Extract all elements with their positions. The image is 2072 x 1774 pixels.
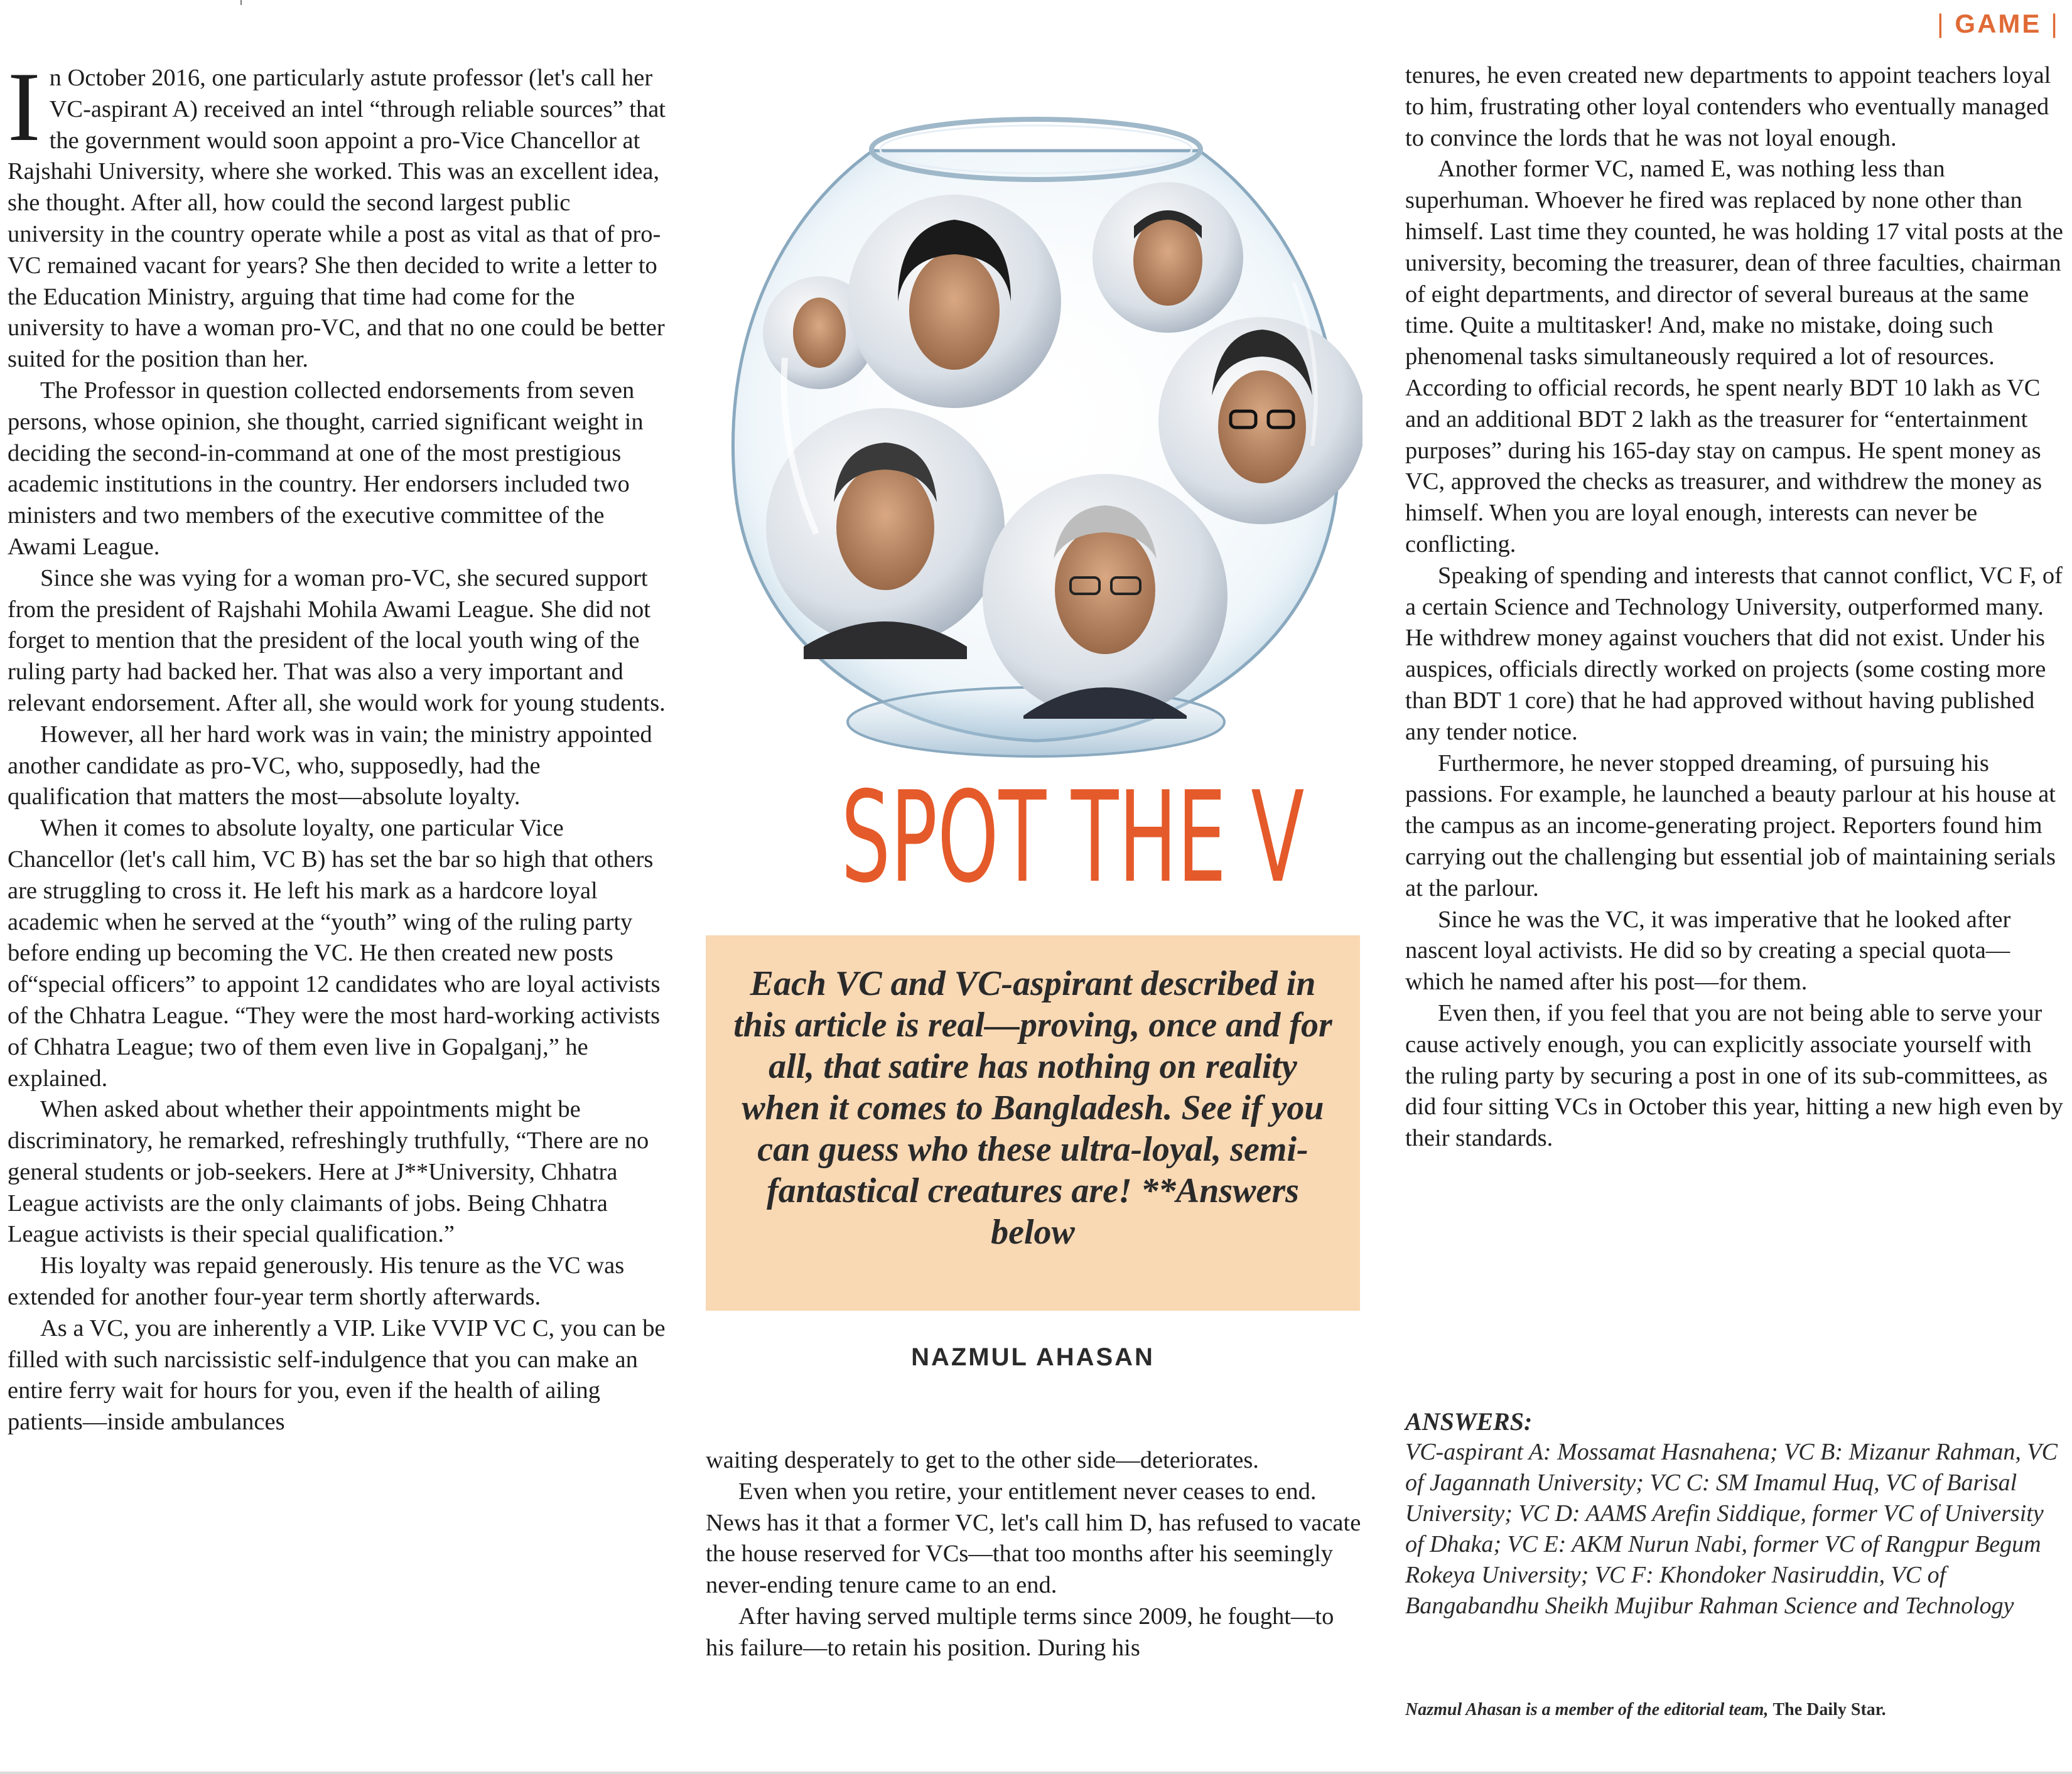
portrait-bubble [848, 195, 1061, 408]
answers-box [1405, 1406, 2058, 1621]
footer-rule [0, 1771, 2072, 1774]
paragraph: Even when you retire, your entitlement never ceases to end. News has it that a former VC, let's call him D, has refused to vacate the house reserved for VCs—that too months after his seemingly never-ending tenure came to an end. [706, 1478, 1361, 1599]
section-label: GAME [1955, 9, 2042, 38]
publication-name: The Daily Star. [1773, 1700, 1886, 1719]
headline: SPOT THE V [841, 765, 1305, 911]
credit-text: Nazmul Ahasan is a member of the editorial team, [1405, 1700, 1769, 1719]
section-bar-right: | [2051, 9, 2059, 38]
paragraph: When asked about whether their appointments might be discriminatory, he remarked, refreshingly truthfully, “There are no general students or job-seekers. Here at J**University, Chhatra League activists are the only claimants of jobs. Being Chhatra League activists is their special qualification.” [8, 1096, 649, 1248]
paragraph: Even then, if you feel that you are not being able to serve your cause actively enough, you can explicitly associate yourself with the ruling party by securing a post in one of its sub-committees, as did four sitting VCs in October this year, hitting a new high even by their standards. [1405, 999, 2063, 1152]
article-column-1 [8, 52, 668, 1438]
paragraph [8, 52, 668, 375]
glass-bowl-illustration [710, 94, 1362, 791]
paragraph-text: n October 2016, one particularly astute professor (let's call her VC-aspirant A) received an intel “through reliable sources” that the government would soon appoint a pro-Vice Chancellor at Rajshahi University, where she worked. This was an excellent idea, she thought. After all, how could the second largest public university in the country operate while a post as vital as that of pro-VC remained vacant for years? She then decided to write a letter to the Education Ministry, arguing that time had come for the university to have a woman pro-VC, and that no one could be better suited for the position than her. [8, 65, 666, 373]
section-tag [1937, 9, 2059, 39]
section-bar-left: | [1936, 9, 1946, 38]
author-credit [1405, 1700, 2058, 1720]
article-column-3 [1405, 60, 2066, 1154]
paragraph: Another former VC, named E, was nothing less than superhuman. Whoever he fired was replaced by none other than himself. Last time they counted, he was holding 17 vital posts at the university, becoming the treasurer, dean of three faculties, chairman of eight departments, and director of several bureaus at the same time. Quite a multitasker! And, make no mistake, doing such phenomenal tasks simultaneously required a lot of resources. According to official records, he spent nearly BDT 10 lakh as VC and an additional BDT 2 lakh as the treasurer for “entertainment purposes” during his 165-day stay on campus. He spent money as VC, approved the checks as treasurer, and withdrew the money as himself. When you are loyal enough, interests can never be conflicting. [1405, 156, 2063, 557]
paragraph: Speaking of spending and interests that cannot conflict, VC F, of a certain Science and Technology University, outperformed many. He withdrew money against vouchers that did not exist. Under his auspices, officials directly worked on projects (some costing more than BDT 1 core) that he had approved without having published any tender notice. [1405, 562, 2063, 745]
paragraph: However, all her hard work was in vain; the ministry appointed another candidate as pro-VC, who, supposedly, had the qualification that matters the most—absolute loyalty. [8, 721, 652, 810]
article-column-2 [706, 1445, 1365, 1664]
answers-text: VC-aspirant A: Mossamat Hasnahena; VC B: Mizanur Rahman, VC of Jagannath University; VC C: SM Imamul Huq, VC of Barisal University; VC D: AAMS Arefin Siddique, former VC of University of Dhaka; VC E: AKM Nurun Nabi, former VC of Rangpur Begum Rokeya University; VC F: Khondoker Nasiruddin, VC of Bangabandhu Sheikh Mujibur Rahman Science and Technology [1405, 1439, 2058, 1619]
paragraph: Since he was the VC, it was imperative that he looked after nascent loyal activists. He did so by creating a special quota—which he named after his post—for them. [1405, 906, 2011, 996]
top-divider-mark [240, 0, 242, 5]
paragraph: The Professor in question collected endorsements from seven persons, whose opinion, she thought, carried significant weight in deciding the second-in-command at one of the most prestigious academic institutions in the country. Her endorsers included two ministers and two members of the executive committee of the Awami League. [8, 377, 644, 560]
paragraph: tenures, he even created new departments to appoint teachers loyal to him, frustrating other loyal contenders who eventually managed to convince the lords that he was not loyal enough. [1405, 62, 2051, 151]
answers-heading: ANSWERS: [1405, 1407, 1533, 1436]
paragraph: Furthermore, he never stopped dreaming, of pursuing his passions. For example, he launched a beauty parlour at his house at the campus as an income-generating project. Reporters found him carrying out the challenging but essential job of maintaining serials at the parlour. [1405, 750, 2056, 901]
paragraph: As a VC, you are inherently a VIP. Like VVIP VC C, you can be filled with such narcissistic self-indulgence that you can make an entire ferry wait for hours for you, even if the health of ailing patients—inside ambulances [8, 1314, 666, 1436]
paragraph: His loyalty was repaid generously. His tenure as the VC was extended for another four-year term shortly afterwards. [8, 1252, 625, 1311]
drop-cap: I [8, 52, 41, 162]
paragraph: waiting desperately to get to the other side—deteriorates. [706, 1447, 1259, 1473]
portrait-bubble [1158, 317, 1362, 524]
paragraph: Since she was vying for a woman pro-VC, she secured support from the president of Rajshahi Mohila Awami League. She did not forget to mention that the president of the local youth wing of the ruling party had backed her. That was also a very important and relevant endorsement. After all, she would work for young students. [8, 564, 666, 716]
portrait-bubble [1093, 182, 1243, 333]
paragraph: After having served multiple terms since 2009, he fought—to his failure—to retain his position. During his [706, 1603, 1334, 1661]
portrait-bubble [983, 474, 1228, 719]
standfirst-text: Each VC and VC-aspirant described in this article is real—proving, once and for all, that satire has nothing on reality when it comes to Bangladesh. See if you can guess who these ultra-loyal, semi-fantastical creatures are! **Answers below [733, 964, 1332, 1252]
paragraph: When it comes to absolute loyalty, one particular Vice Chancellor (let's call him, VC B) has set the bar so high that others are struggling to cross it. He left his mark as a hardcore loyal academic when he served at the “youth” wing of the ruling party before ending up becoming the VC. He then created new posts of“special officers” to appoint 12 candidates who are loyal activists of the Chhatra League. “They were the most hard-working activists of Chhatra League; two of them even live in Gopalganj,” he explained. [8, 815, 661, 1092]
byline: NAZMUL AHASAN [911, 1343, 1155, 1371]
standfirst-box [706, 935, 1360, 1311]
